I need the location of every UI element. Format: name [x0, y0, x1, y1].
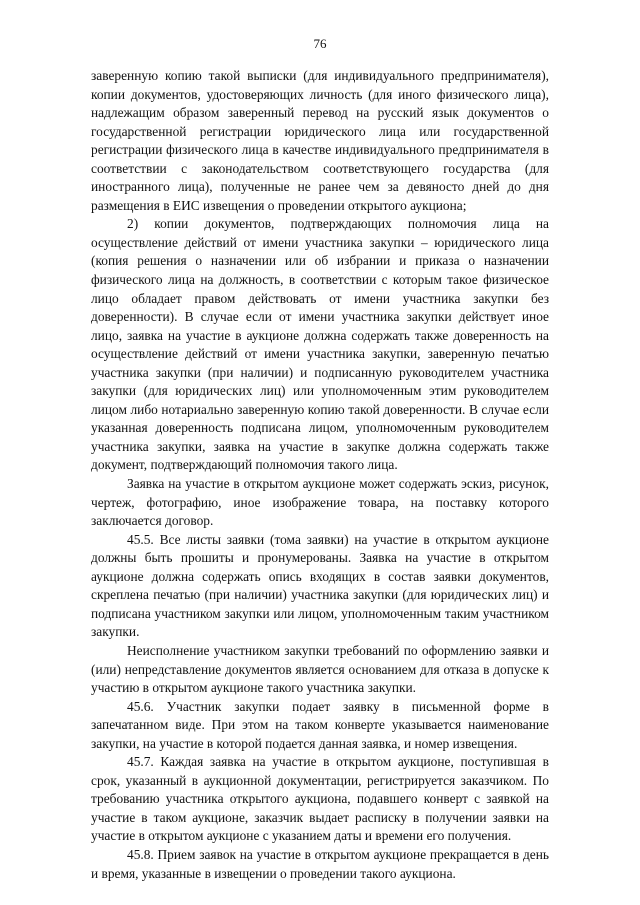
paragraph-sketch-drawing: Заявка на участие в открытом аукционе может содержать эскиз, рисунок, чертеж, фотографию, иное изображение товара, на поставку которого заключается договор. — [91, 476, 549, 529]
paragraph-continuation: заверенную копию такой выписки (для индивидуального предпринимателя), копии документов, удостоверяющих личность (для иного физического лица), надлежащим образом заверенный перевод на русский язык документов о государственной регистрации юридического лица или государственной регистрации физического лица в качестве индивидуального предпринимателя в соответствии с законодательством соответствующего государства (для иностранного лица), полученные не ранее чем за девяносто дней до дня размещения в ЕИС извещения о проведении открытого аукциона; — [91, 68, 549, 213]
paragraph-45-7: 45.7. Каждая заявка на участие в открытом аукционе, поступившая в срок, указанный в аукционной документации, регистрируется заказчиком. По требованию участника открытого аукциона, подавшего конверт с заявкой на участие в таком аукционе, заказчик выдает расписку в получении заявки на участие в открытом аукционе с указанием даты и времени его получения. — [91, 754, 549, 844]
document-body — [91, 67, 549, 883]
paragraph-item-2-powers-documents: 2) копии документов, подтверждающих полномочия лица на осуществление действий от имени участника закупки – юридического лица (копия решения о назначении или об избрании и приказа о назначении физического лица на должность, в соответствии с которым такое физическое лицо обладает правом действовать от имени участника закупки без доверенности). В случае если от имени участника закупки действует иное лицо, заявка на участие в аукционе должна содержать также доверенность на осуществление действий от имени участника закупки, заверенную печатью участника закупки (при наличии) и подписанную руководителем участника закупки (для юридических лиц) или уполномоченным этим руководителем лицом либо нотариально заверенную копию такой доверенности. В случае если указанная доверенность подписана лицом, уполномоченным руководителем участника закупки, заявка на участие в закупке должна содержать также документ, подтверждающий полномочия такого лица. — [91, 216, 549, 473]
paragraph-non-compliance: Неисполнение участником закупки требований по оформлению заявки и (или) непредставление документов является основанием для отказа в допуске к участию в открытом аукционе такого участника закупки. — [91, 642, 549, 696]
paragraph-45-8: 45.8. Прием заявок на участие в открытом аукционе прекращается в день и время, указанные в извещении о проведении такого аукциона. — [91, 846, 549, 881]
paragraph-45-5: 45.5. Все листы заявки (тома заявки) на участие в открытом аукционе должны быть прошиты и пронумерованы. Заявка на участие в открытом аукционе должна содержать опись входящих в состав заявки документов, скреплена печатью (при наличии) участника закупки (для юридических лиц) и подписана участником закупки или лицом, уполномоченным таким участником закупки. — [91, 531, 549, 640]
paragraph-45-6: 45.6. Участник закупки подает заявку в письменной форме в запечатанном виде. При этом на таком конверте указывается наименование закупки, на участие в которой подается данная заявка, и номер извещения. — [91, 698, 549, 751]
page-number: 76 — [313, 36, 327, 51]
